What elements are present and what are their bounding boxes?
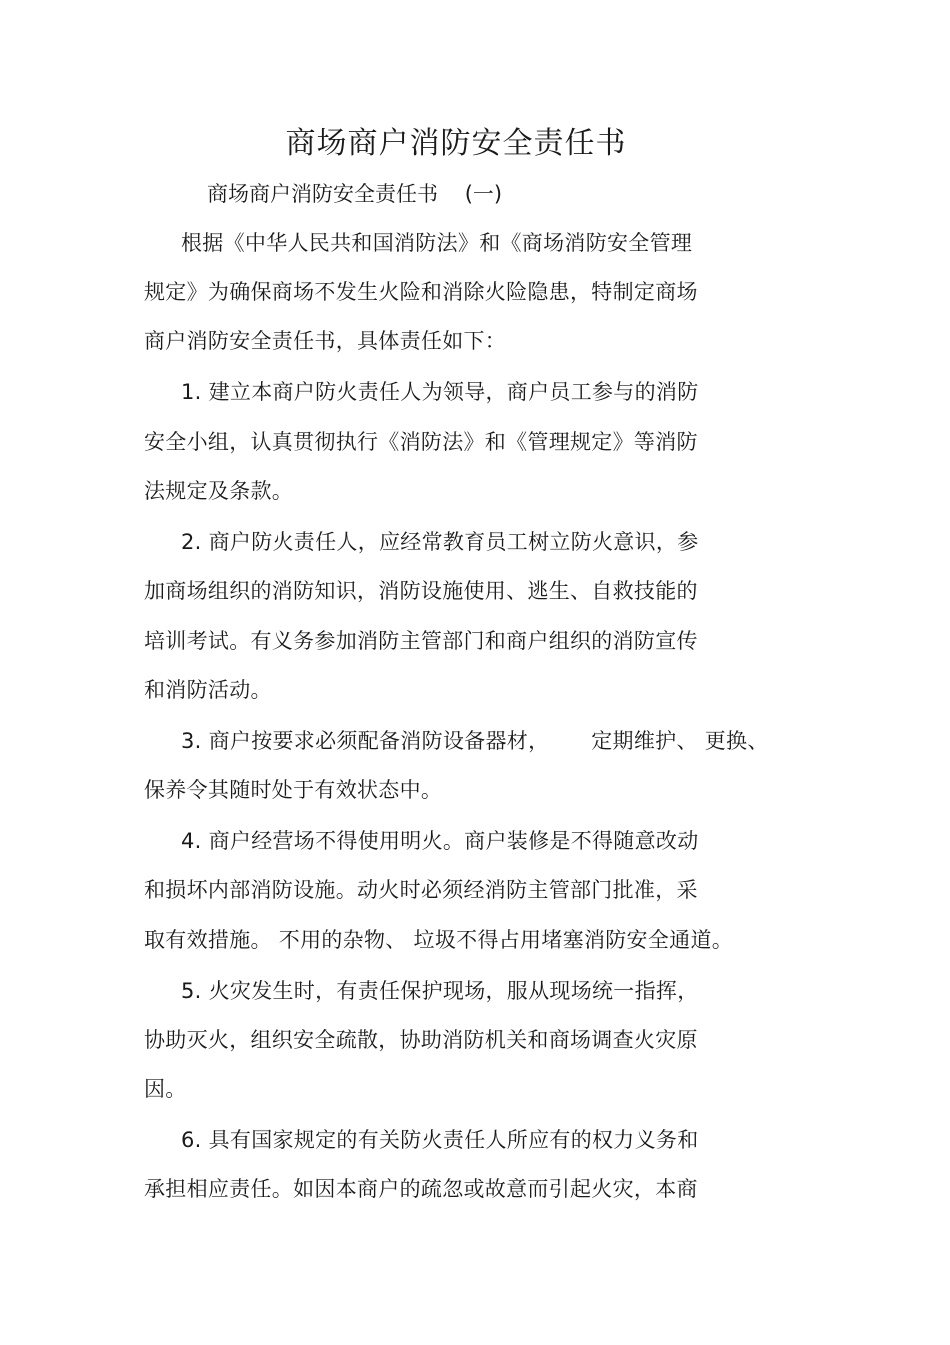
paragraph-line: 和消防活动。: [144, 678, 272, 702]
paragraph-line: 根据《中华人民共和国消防法》和《商场消防安全管理: [181, 231, 693, 255]
paragraph-line: 承担相应责任。如因本商户的疏忽或故意而引起火灾，本商: [144, 1177, 698, 1201]
paragraph-line: 安全小组，认真贯彻执行《消防法》和《管理规定》等消防: [144, 430, 698, 454]
paragraph-line: 因。: [144, 1077, 187, 1101]
paragraph-line: 商户消防安全责任书，具体责任如下：: [144, 329, 507, 353]
document-title: 商场商户消防安全责任书: [285, 126, 627, 161]
paragraph-line: 法规定及条款。: [144, 479, 294, 503]
paragraph-line: 取有效措施。 不用的杂物、 垃圾不得占用堵塞消防安全通道。: [144, 928, 734, 952]
paragraph-line: 2. 商户防火责任人，应经常教育员工树立防火意识，参: [181, 530, 699, 554]
paragraph-line: 规定》为确保商场不发生火险和消除火险隐患，特制定商场: [144, 280, 698, 304]
paragraph-line: 保养令其随时处于有效状态中。: [144, 778, 443, 802]
paragraph-line: 3. 商户按要求必须配备消防设备器材， 定期维护、 更换、: [181, 729, 769, 753]
document-subtitle: 商场商户消防安全责任书 (一): [207, 182, 503, 206]
paragraph-line: 4. 商户经营场不得使用明火。商户装修是不得随意改动: [181, 829, 699, 853]
paragraph-line: 培训考试。有义务参加消防主管部门和商户组织的消防宣传: [144, 629, 698, 653]
paragraph-line: 和损坏内部消防设施。动火时必须经消防主管部门批准，采: [144, 878, 698, 902]
paragraph-line: 加商场组织的消防知识，消防设施使用、逃生、自救技能的: [144, 579, 698, 603]
paragraph-line: 协助灭火，组织安全疏散，协助消防机关和商场调查火灾原: [144, 1028, 698, 1052]
paragraph-line: 6. 具有国家规定的有关防火责任人所应有的权力义务和: [181, 1128, 699, 1152]
paragraph-line: 1. 建立本商户防火责任人为领导，商户员工参与的消防: [181, 380, 699, 404]
paragraph-line: 5. 火灾发生时，有责任保护现场，服从现场统一指挥，: [181, 979, 699, 1003]
